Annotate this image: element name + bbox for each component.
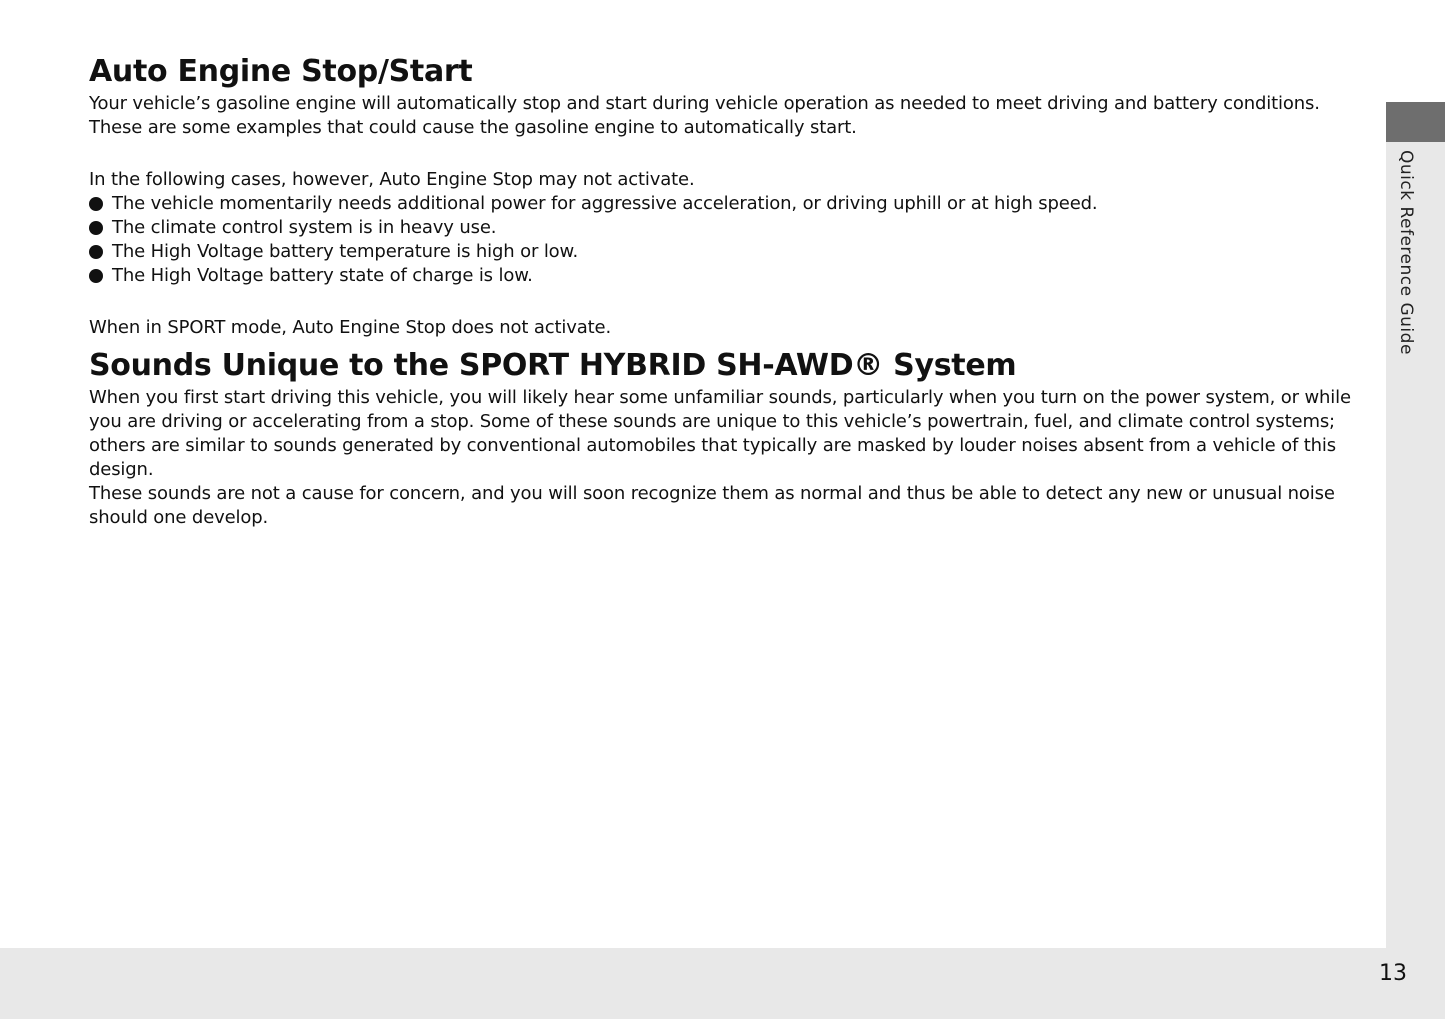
- list-item-text: The High Voltage battery state of charge is low.: [112, 265, 533, 286]
- list-item-text: The High Voltage battery temperature is high or low.: [112, 241, 579, 262]
- sport-mode-note: When in SPORT mode, Auto Engine Stop does not activate.: [89, 317, 612, 338]
- list-item: [89, 216, 1351, 240]
- list-item: [89, 240, 1351, 264]
- intro-line-2: These are some examples that could cause the gasoline engine to automatically start.: [89, 117, 857, 138]
- sounds-paragraph-1: When you first start driving this vehicle, you will likely hear some unfamiliar sounds, particularly when you turn on the power system, or while you are driving or accelerating from a stop. Some of these sounds are unique to this vehicle’s powertrain, fuel, and climate control systems; others are similar to sounds generated by conventional automobiles that typically are masked by louder noises absent from a vehicle of this design.: [89, 387, 1351, 480]
- bullet-icon: [89, 221, 103, 235]
- section-auto-engine-stop-start: [89, 52, 1351, 340]
- side-tab-label: Quick Reference Guide: [1396, 150, 1416, 355]
- intro-line-1: Your vehicle’s gasoline engine will automatically stop and start during vehicle operation as needed to meet driving and battery conditions.: [89, 93, 1320, 114]
- paragraph-gap: [89, 140, 1351, 168]
- list-item: [89, 264, 1351, 288]
- page-number: 13: [1379, 961, 1407, 986]
- bullet-icon: [89, 245, 103, 259]
- section-title: Auto Engine Stop/Start: [89, 54, 473, 89]
- sounds-paragraph-2: These sounds are not a cause for concern, and you will soon recognize them as normal and thus be able to detect any new or unusual noise should one develop.: [89, 483, 1335, 528]
- side-tab-marker: [1386, 102, 1445, 142]
- cases-lead: In the following cases, however, Auto Engine Stop may not activate.: [89, 169, 695, 190]
- section-sounds-unique: [89, 346, 1351, 530]
- footer-bar: [0, 948, 1445, 1019]
- list-item: [89, 192, 1351, 216]
- list-item-text: The vehicle momentarily needs additional power for aggressive acceleration, or driving uphill or at high speed.: [112, 193, 1098, 214]
- page-content: [89, 52, 1351, 530]
- paragraph-gap: [89, 288, 1351, 316]
- bullet-list: [89, 192, 1351, 288]
- section-title: Sounds Unique to the SPORT HYBRID SH-AWD® System: [89, 348, 1017, 383]
- list-item-text: The climate control system is in heavy use.: [112, 217, 497, 238]
- bullet-icon: [89, 269, 103, 283]
- bullet-icon: [89, 197, 103, 211]
